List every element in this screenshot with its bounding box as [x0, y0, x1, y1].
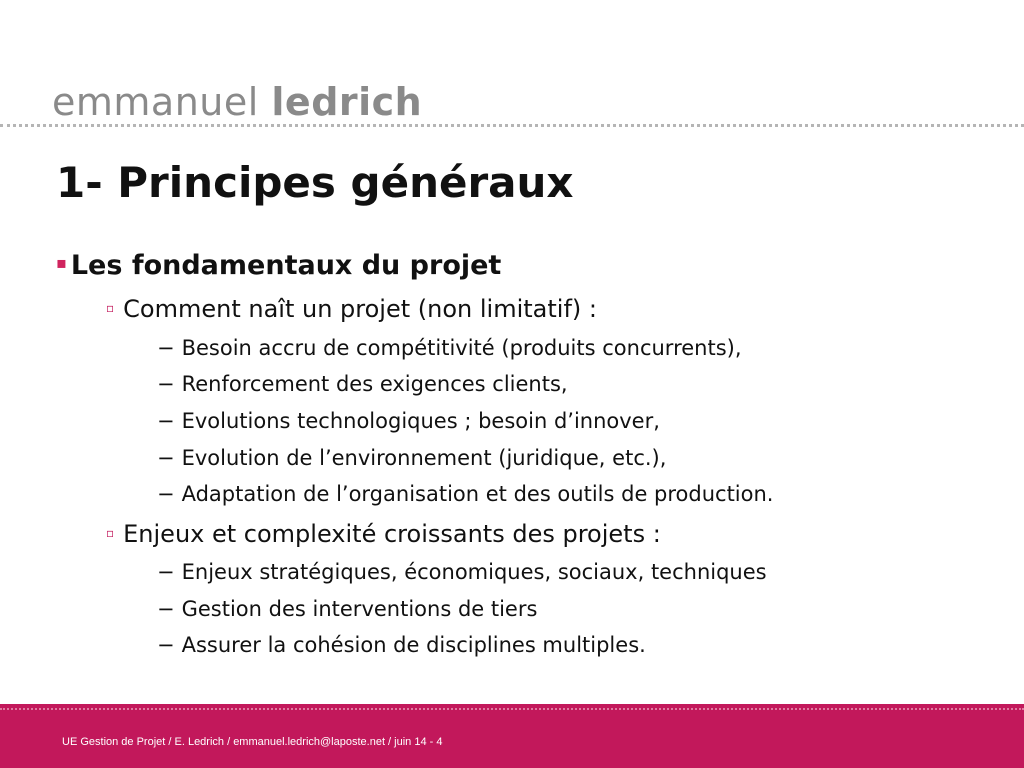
dash-bullet-icon: −	[157, 446, 175, 470]
list-item-text: Evolution de l’environnement (juridique, etc.),	[181, 446, 667, 470]
logo-last-name: ledrich	[271, 80, 423, 124]
list-item	[157, 482, 773, 506]
dash-bullet-icon: −	[157, 372, 175, 396]
list-item	[157, 560, 767, 584]
list-item	[157, 336, 742, 360]
square-bullet-icon: ▪	[56, 253, 67, 272]
dash-bullet-icon: −	[157, 409, 175, 433]
list-item-text: Evolutions technologiques ; besoin d’innover,	[181, 409, 660, 433]
list-item	[157, 446, 666, 470]
list-item	[157, 409, 660, 433]
list-item-text: Adaptation de l’organisation et des outils de production.	[181, 482, 774, 506]
dash-bullet-icon: −	[157, 597, 175, 621]
group-heading-text: Comment naît un projet (non limitatif) :	[123, 295, 597, 323]
dash-bullet-icon: −	[157, 633, 175, 657]
list-item-text: Renforcement des exigences clients,	[181, 372, 568, 396]
slide-title: 1- Principes généraux	[56, 158, 574, 207]
list-item-text: Gestion des interventions de tiers	[181, 597, 538, 621]
group-heading-text: Enjeux et complexité croissants des projets :	[123, 520, 661, 548]
section-heading-text: Les fondamentaux du projet	[70, 250, 502, 281]
group-heading	[106, 295, 597, 323]
dash-bullet-icon: −	[157, 482, 175, 506]
list-item	[157, 597, 537, 621]
list-item-text: Enjeux stratégiques, économiques, sociaux, techniques	[181, 560, 767, 584]
dash-bullet-icon: −	[157, 560, 175, 584]
list-item-text: Assurer la cohésion de disciplines multiples.	[181, 633, 646, 657]
footer-band	[0, 704, 1024, 768]
logo-first-name: emmanuel	[52, 80, 272, 124]
list-item	[157, 633, 646, 657]
dash-bullet-icon: −	[157, 336, 175, 360]
list-item-text: Besoin accru de compétitivité (produits concurrents),	[181, 336, 742, 360]
hollow-square-bullet-icon: ▫	[106, 301, 115, 315]
section-heading	[56, 250, 501, 281]
group-heading	[106, 520, 661, 548]
header-divider	[0, 124, 1024, 127]
hollow-square-bullet-icon: ▫	[106, 526, 115, 540]
footer-divider	[0, 708, 1024, 710]
list-item	[157, 372, 568, 396]
brand-logo	[52, 80, 422, 124]
footer-text: UE Gestion de Projet / E. Ledrich / emmanuel.ledrich@laposte.net / juin 14 - 4	[62, 736, 443, 748]
